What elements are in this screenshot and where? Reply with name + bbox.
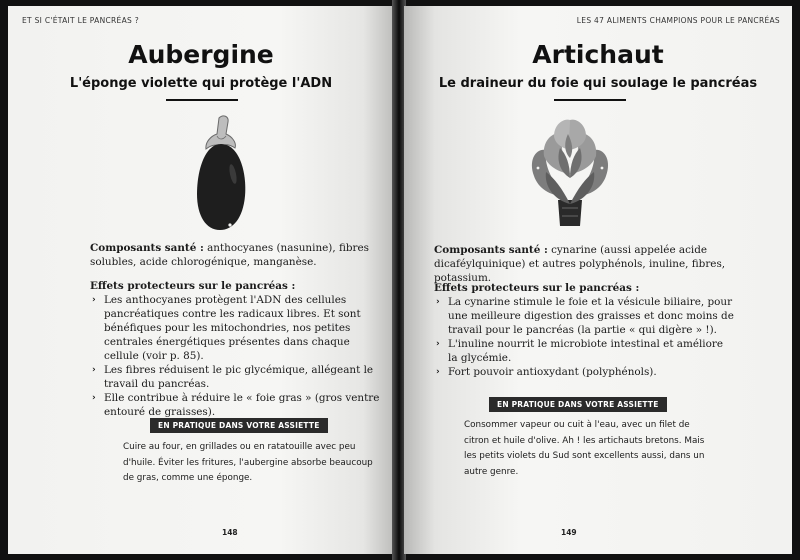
effect-text: La cynarine stimule le foie et la vésicule biliaire, pour une meilleure digestion des graisses et donc moins de travail pour le pancréas (la partie « qui digère » !).	[448, 296, 734, 336]
effect-text: Les anthocyanes protègent l'ADN des cellules pancréatiques contre les radicaux libres. Et sont bénéfiques pour les mitochondries, nos petites centrales énergétiques présentes dans chaque cellule (voir p. 85).	[104, 294, 361, 362]
list-item	[434, 337, 734, 365]
components-text: anthocyanes (nasunine), fibres solubles, acide chlorogénique, manganèse.	[90, 242, 369, 268]
practice-badge: EN PRATIQUE DANS VOTRE ASSIETTE	[489, 397, 667, 412]
artichoke-icon	[524, 116, 616, 228]
running-head: ET SI C'ÉTAIT LE PANCRÉAS ?	[22, 16, 140, 25]
health-components	[434, 243, 734, 285]
chevron-right-icon: ›	[436, 367, 440, 377]
page-number: 148	[222, 528, 238, 537]
eggplant-icon	[193, 114, 249, 232]
page-subtitle: L'éponge violette qui protège l'ADN	[69, 76, 333, 91]
list-item	[90, 363, 382, 391]
effect-text: Fort pouvoir antioxydant (polyphénols).	[448, 366, 657, 378]
chevron-right-icon: ›	[436, 297, 440, 307]
running-head: LES 47 ALIMENTS CHAMPIONS POUR LE PANCRÉAS	[576, 16, 780, 25]
effects-list	[90, 293, 382, 419]
effects-heading: Effets protecteurs sur le pancréas :	[90, 280, 296, 292]
practice-badge: EN PRATIQUE DANS VOTRE ASSIETTE	[150, 418, 328, 433]
effects-heading: Effets protecteurs sur le pancréas :	[434, 282, 640, 294]
effect-text: L'inuline nourrit le microbiote intestinal et améliore la glycémie.	[448, 338, 724, 364]
list-item	[90, 293, 382, 363]
page-subtitle: Le draineur du foie qui soulage le pancréas	[438, 76, 758, 91]
health-components	[90, 241, 382, 269]
page-number: 149	[561, 528, 577, 537]
components-label: Composants santé :	[90, 242, 204, 254]
title-divider	[166, 99, 238, 101]
title-divider	[554, 99, 626, 101]
effects-list	[434, 295, 734, 379]
list-item	[434, 295, 734, 337]
page-title: Aubergine	[128, 40, 274, 69]
chevron-right-icon: ›	[92, 393, 96, 403]
practice-text: Cuire au four, en grillades ou en ratatouille avec peu d'huile. Éviter les fritures, l'aubergine absorbe beaucoup de gras, comme une éponge.	[123, 442, 373, 483]
right-page	[404, 6, 792, 554]
components-label: Composants santé :	[434, 244, 548, 256]
chevron-right-icon: ›	[92, 295, 96, 305]
effect-text: Elle contribue à réduire le « foie gras » (gros ventre entouré de graisses).	[104, 392, 380, 418]
effect-text: Les fibres réduisent le pic glycémique, allégeant le travail du pancréas.	[104, 364, 374, 390]
components-text: cynarine (aussi appelée acide dicaféylquinique) et autres polyphénols, inuline, fibres, potassium.	[434, 244, 726, 284]
list-item	[434, 365, 734, 379]
practice-text: Consommer vapeur ou cuit à l'eau, avec un filet de citron et huile d'olive. Ah ! les artichauts bretons. Mais les petits violets du Sud sont excellents aussi, dans un autre genre.	[464, 420, 705, 477]
list-item	[90, 391, 382, 419]
page-title: Artichaut	[532, 40, 664, 69]
left-page	[8, 6, 394, 554]
chevron-right-icon: ›	[436, 339, 440, 349]
chevron-right-icon: ›	[92, 365, 96, 375]
